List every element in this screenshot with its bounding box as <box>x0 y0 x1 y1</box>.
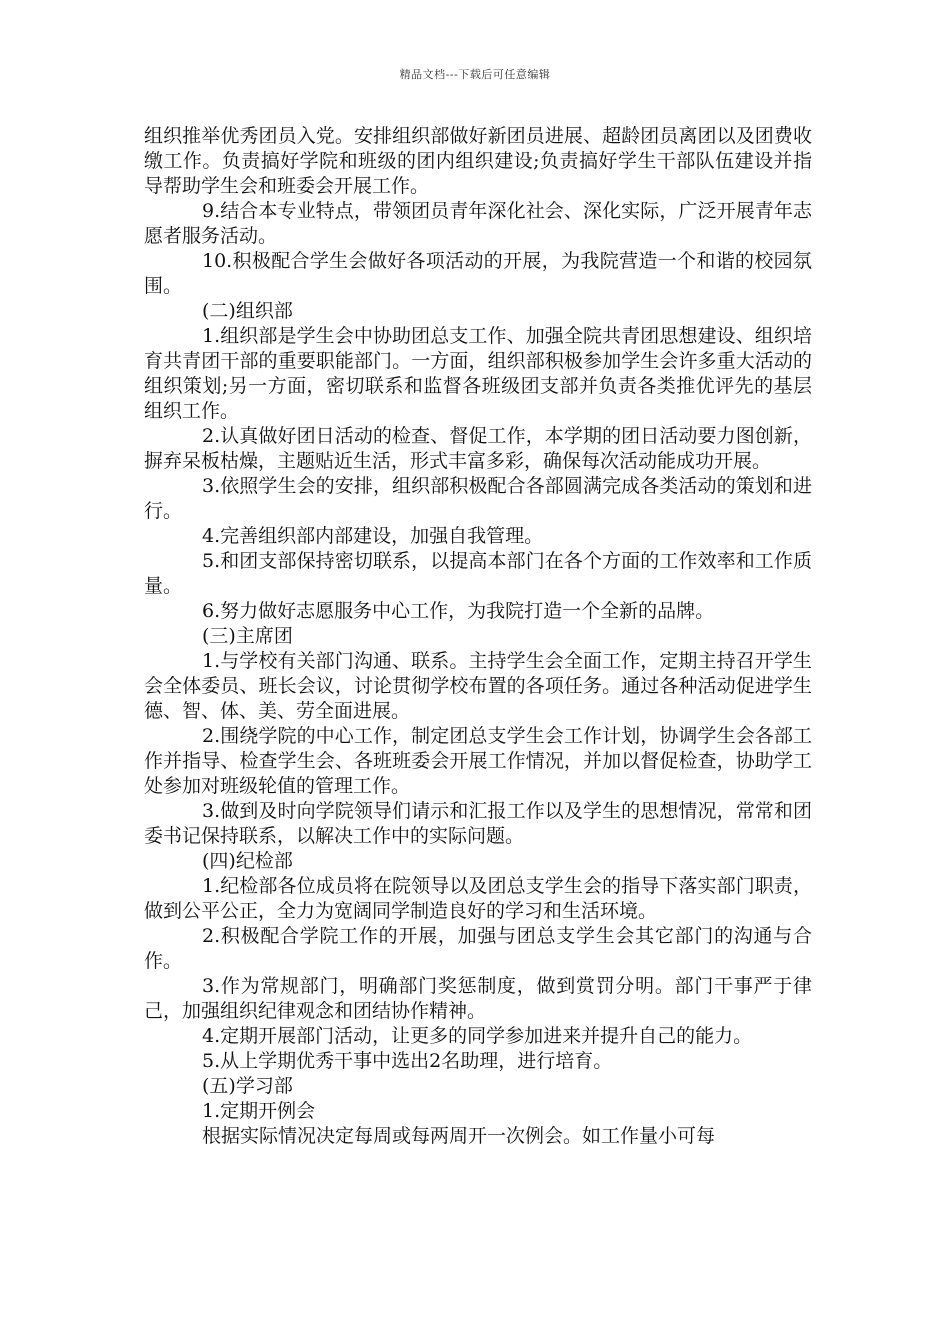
section-heading: (五)学习部 <box>202 1075 293 1097</box>
paragraph: 3.依照学生会的安排，组织部积极配合各部圆满完成各类活动的策划和进行。 <box>144 475 812 522</box>
paragraph: 6.努力做好志愿服务中心工作，为我院打造一个全新的品牌。 <box>202 600 715 622</box>
paragraph: 1.组织部是学生会中协助团总支工作、加强全院共青团思想建设、组织培育共青团干部的重要职能部门。一方面，组织部积极参加学生会许多重大活动的组织策划;另一方面，密切联系和监督各班级团支部并负责各类推优评先的基层组织工作。 <box>144 325 812 422</box>
paragraph: 10.积极配合学生会做好各项活动的开展，为我院营造一个和谐的校园氛围。 <box>144 250 812 297</box>
section-heading: (四)纪检部 <box>202 850 293 872</box>
document-body <box>144 124 812 1149</box>
paragraph: 3.做到及时向学院领导们请示和汇报工作以及学生的思想情况，常常和团委书记保持联系，以解决工作中的实际问题。 <box>144 800 812 847</box>
section-heading: (三)主席团 <box>202 625 293 647</box>
paragraph: 2.认真做好团日活动的检查、督促工作，本学期的团日活动要力图创新，摒弃呆板枯燥，主题贴近生活，形式丰富多彩，确保每次活动能成功开展。 <box>144 425 812 472</box>
paragraph: 1.纪检部各位成员将在院领导以及团总支学生会的指导下落实部门职责，做到公平公正，全力为宽阔同学制造良好的学习和生活环境。 <box>144 875 812 922</box>
paragraph: 9.结合本专业特点，带领团员青年深化社会、深化实际，广泛开展青年志愿者服务活动。 <box>144 200 812 247</box>
paragraph: 2.围绕学院的中心工作，制定团总支学生会工作计划，协调学生会各部工作并指导、检查学生会、各班班委会开展工作情况，并加以督促检查，协助学工处参加对班级轮值的管理工作。 <box>144 725 812 797</box>
section-heading: (二)组织部 <box>202 300 293 322</box>
paragraph: 1.与学校有关部门沟通、联系。主持学生会全面工作，定期主持召开学生会全体委员、班长会议，讨论贯彻学校布置的各项任务。通过各种活动促进学生德、智、体、美、劳全面进展。 <box>144 650 812 722</box>
paragraph: 5.从上学期优秀干事中选出2名助理，进行培育。 <box>202 1050 613 1072</box>
page-header: 精品文档---下载后可任意编辑 <box>399 68 551 81</box>
paragraph: 4.定期开展部门活动，让更多的同学参加进来并提升自己的能力。 <box>202 1025 753 1047</box>
paragraph: 组织推举优秀团员入党。安排组织部做好新团员进展、超龄团员离团以及团费收缴工作。负责搞好学院和班级的团内组织建设;负责搞好学生干部队伍建设并指导帮助学生会和班委会开展工作。 <box>144 125 812 197</box>
paragraph: 5.和团支部保持密切联系，以提高本部门在各个方面的工作效率和工作质量。 <box>144 550 812 597</box>
paragraph: 3.作为常规部门，明确部门奖惩制度，做到赏罚分明。部门干事严于律己，加强组织纪律观念和团结协作精神。 <box>144 975 812 1022</box>
paragraph: 4.完善组织部内部建设，加强自我管理。 <box>202 525 544 547</box>
paragraph: 1.定期开例会 <box>202 1100 316 1122</box>
paragraph: 根据实际情况决定每周或每两周开一次例会。如工作量小可每 <box>202 1125 716 1147</box>
paragraph: 2.积极配合学院工作的开展，加强与团总支学生会其它部门的沟通与合作。 <box>144 925 812 972</box>
